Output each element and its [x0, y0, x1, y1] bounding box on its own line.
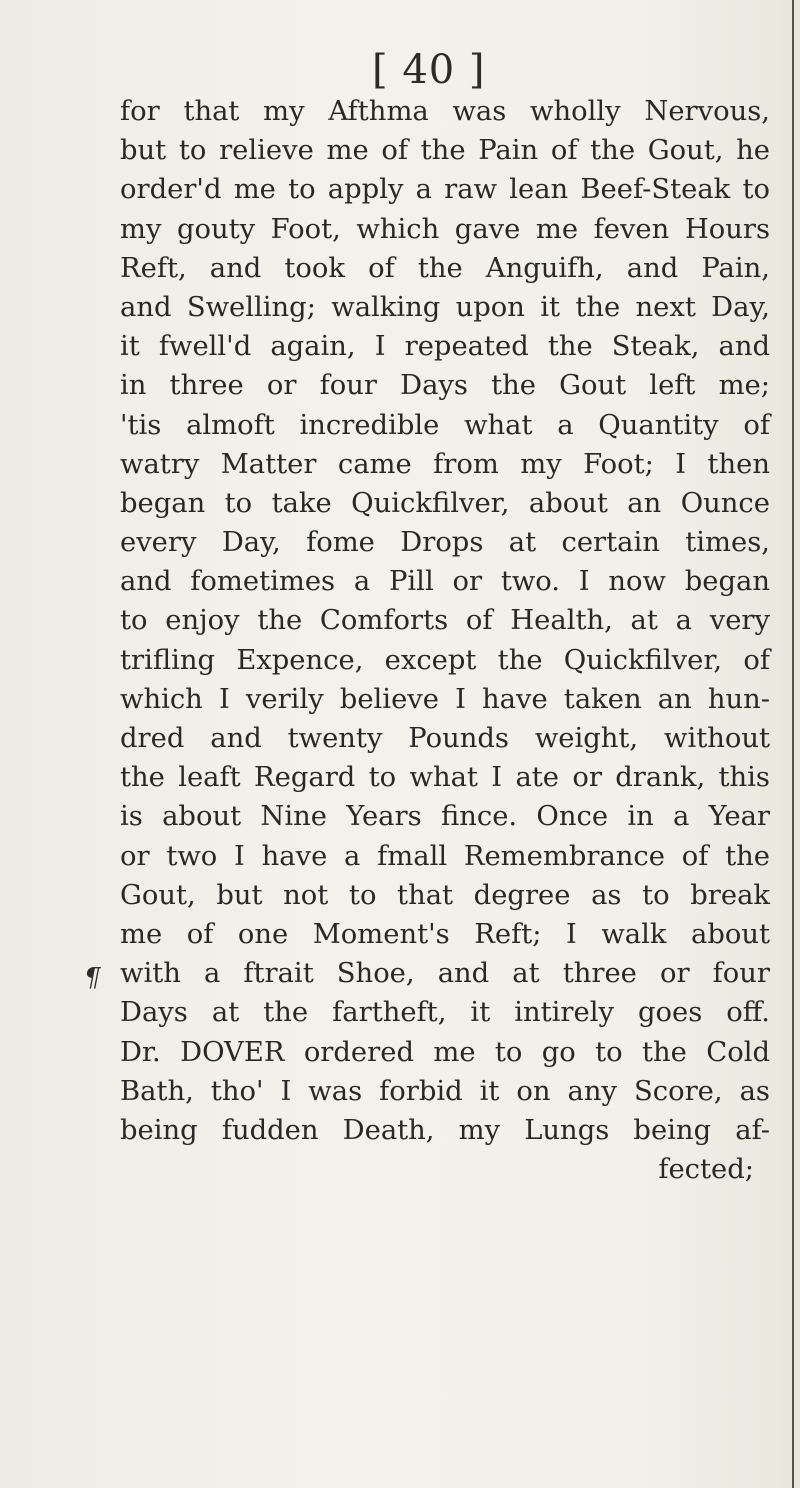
margin-paragraph-mark: ¶	[84, 963, 101, 993]
text-line: watry Matter came from my Foot; I then	[120, 448, 770, 480]
text-line: and fometimes a Pill or two. I now began	[120, 566, 770, 598]
text-line: which I verily believe I have taken an hun-	[120, 683, 770, 715]
text-line: every Day, fome Drops at certain times,	[120, 527, 770, 559]
text-line: or two I have a fmall Remembrance of the	[120, 840, 770, 872]
text-line: Days at the fartheft, it intirely goes off.	[120, 997, 770, 1029]
body-text	[120, 92, 770, 1189]
text-line: 'tis almoft incredible what a Quantity of	[120, 409, 770, 441]
text-line: trifling Expence, except the Quickfilver, of	[120, 644, 770, 676]
text-line: to enjoy the Comforts of Health, at a very	[120, 605, 770, 637]
text-line: Reft, and took of the Anguifh, and Pain,	[120, 252, 770, 284]
text-line: Gout, but not to that degree as to break	[120, 879, 770, 911]
text-line: and Swelling; walking upon it the next Day,	[120, 291, 770, 323]
text-line: my gouty Foot, which gave me feven Hours	[120, 213, 770, 245]
text-line: order'd me to apply a raw lean Beef-Steak to	[120, 174, 770, 206]
text-line: for that my Afthma was wholly Nervous,	[120, 96, 770, 127]
text-line: Bath, tho' I was forbid it on any Score, as	[120, 1075, 770, 1107]
text-line: began to take Quickfilver, about an Ounce	[120, 487, 770, 519]
text-line: the leaft Regard to what I ate or drank, this	[120, 762, 770, 794]
text-line: it fwell'd again, I repeated the Steak, and	[120, 331, 770, 363]
text-line: but to relieve me of the Pain of the Gout, he	[120, 135, 770, 167]
text-line: with a ftrait Shoe, and at three or four	[120, 958, 770, 990]
text-line: Dr. DOVER ordered me to go to the Cold	[120, 1036, 770, 1068]
page-edge	[792, 0, 794, 1488]
text-line: in three or four Days the Gout left me;	[120, 370, 770, 402]
text-line: dred and twenty Pounds weight, without	[120, 723, 770, 754]
page-number: [ 40 ]	[372, 47, 486, 93]
catchword-line: fected;	[658, 1154, 754, 1186]
text-line: being fudden Death, my Lungs being af-	[120, 1114, 770, 1146]
text-line: is about Nine Years fince. Once in a Year	[120, 801, 770, 833]
text-line: me of one Moment's Reft; I walk about	[120, 918, 770, 950]
